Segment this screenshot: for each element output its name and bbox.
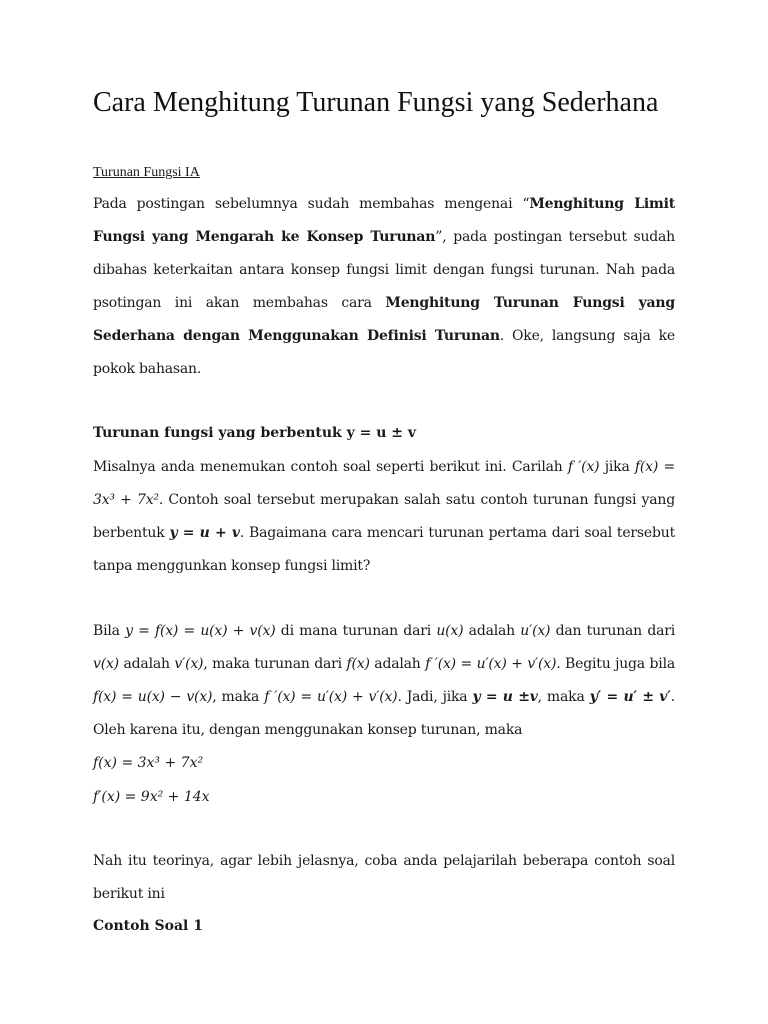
example-math-1: f ′(x): [567, 459, 600, 475]
rule-math-1: y = f(x) = u(x) + v(x): [125, 623, 276, 639]
rule-text-9: , maka: [212, 689, 265, 705]
equation-fx: f(x) = 3x³ + 7x²: [93, 755, 204, 771]
rule-paragraph: [93, 615, 675, 747]
rule-text-5: adalah: [118, 656, 175, 672]
example-math-2: f(x) = 3x³ + 7x²: [93, 459, 675, 508]
rule-math-8: f(x) = u(x) − v(x): [93, 689, 213, 705]
rule-math-4: v(x): [93, 656, 119, 672]
rule-formula-1: y = u ±v: [472, 689, 538, 705]
intro-bold-2: Menghitung Turunan Fungsi yang Sederhana dengan Menggunakan Definisi Turunan: [93, 295, 675, 344]
example-text-2: jika: [599, 459, 635, 475]
example-formula: y = u + v: [169, 525, 240, 541]
rule-formula-2: y′ = u′ ± v′: [589, 689, 671, 705]
rule-text-11: , maka: [537, 689, 590, 705]
rule-text-6: , maka turunan dari: [203, 656, 347, 672]
intro-text-2: ”, pada postingan tersebut sudah dibahas keterkaitan antara konsep fungsi limit dengan fungsi turunan. Nah pada psotingan ini akan membahas cara: [93, 229, 675, 311]
rule-text-7: adalah: [369, 656, 426, 672]
rule-text-10: . Jadi, jika: [397, 689, 473, 705]
intro-text-1: Pada postingan sebelumnya sudah membahas mengenai “: [93, 196, 530, 212]
closing-paragraph: Nah itu teorinya, agar lebih jelasnya, coba anda pelajarilah beberapa contoh soal berikut ini: [93, 853, 675, 902]
page-title: Cara Menghitung Turunan Fungsi yang Sederhana: [93, 87, 659, 118]
subtitle-link[interactable]: Turunan Fungsi IA: [93, 165, 200, 180]
rule-text-2: di mana turunan dari: [275, 623, 437, 639]
intro-paragraph: [93, 188, 675, 386]
example-text-1: Misalnya anda menemukan contoh soal seperti berikut ini. Carilah: [93, 459, 568, 475]
rule-math-3: u′(x): [520, 623, 551, 639]
section-heading: Turunan fungsi yang berbentuk y = u ± v: [93, 425, 417, 441]
rule-text-3: adalah: [463, 623, 521, 639]
example-text-3: . Contoh soal tersebut merupakan salah satu contoh turunan fungsi yang berbentuk: [93, 492, 675, 541]
example-heading: Contoh Soal 1: [93, 918, 203, 934]
equation-fprime: f′(x) = 9x² + 14x: [93, 789, 210, 805]
rule-text-12: . Oleh karena itu, dengan menggunakan konsep turunan, maka: [93, 689, 676, 738]
intro-bold-1: Menghitung Limit Fungsi yang Mengarah ke Konsep Turunan: [93, 196, 675, 245]
rule-math-7: f ′(x) = u′(x) + v′(x): [425, 656, 557, 672]
intro-text-3: . Oke, langsung saja ke pokok bahasan.: [93, 328, 675, 377]
rule-text-8: . Begitu juga bila: [556, 656, 675, 672]
rule-text-1: Bila: [93, 623, 126, 639]
rule-math-6: f(x): [346, 656, 370, 672]
rule-math-9: f ′(x) = u′(x) + v′(x): [264, 689, 398, 705]
rule-math-5: v′(x): [174, 656, 204, 672]
rule-math-2: u(x): [436, 623, 464, 639]
example-paragraph: [93, 451, 675, 583]
example-text-4: . Bagaimana cara mencari turunan pertama dari soal tersebut tanpa menggunkan konsep fungsi limit?: [93, 525, 675, 574]
rule-text-4: dan turunan dari: [550, 623, 675, 639]
